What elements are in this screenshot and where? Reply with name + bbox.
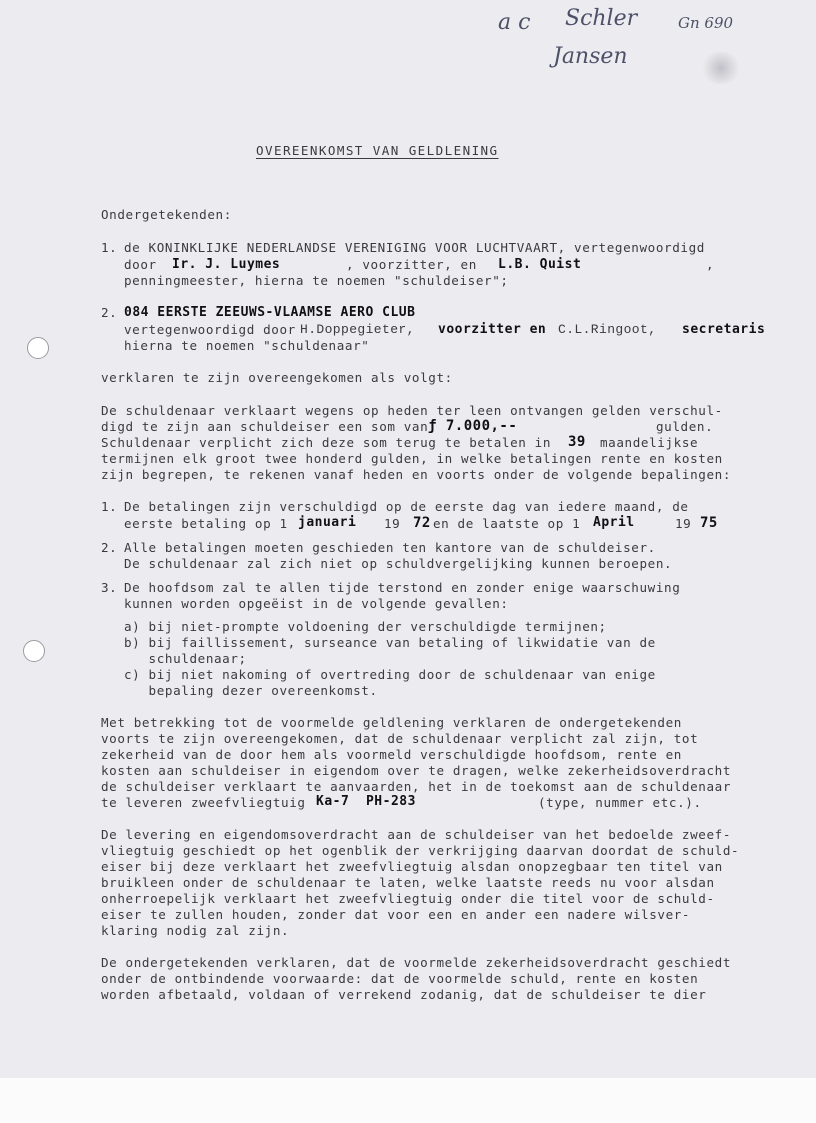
provision1-century-2: 19 bbox=[675, 516, 692, 531]
punch-hole-lower bbox=[23, 640, 45, 662]
document-title: OVEREENKOMST VAN GELDLENING bbox=[256, 143, 499, 158]
party1-chair-role: , voorzitter, en bbox=[346, 257, 477, 272]
paragraph1-gulden: gulden. bbox=[656, 419, 714, 434]
provision2-number: 2. bbox=[101, 540, 118, 555]
paragraph2-line2: voorts te zijn overeengekomen, dat de schuldenaar verplicht zal zijn, tot bbox=[101, 731, 699, 746]
provision3-line1: De hoofdsom zal te allen tijde terstond en zonder enige waarschuwing bbox=[124, 580, 681, 595]
handwritten-name-2: Jansen bbox=[553, 44, 628, 69]
paragraph3-line2: vliegtuig geschiedt op het ogenblik der verkrijging daarvan doordat de schuld- bbox=[101, 843, 740, 858]
loan-amount: ƒ 7.000,-- bbox=[428, 418, 518, 434]
provision1-line1: De betalingen zijn verschuldigd op de eerste dag van iedere maand, de bbox=[124, 499, 689, 514]
handwritten-initials: a c bbox=[498, 10, 531, 35]
paragraph2-line1: Met betrekking tot de voormelde geldlening verklaren de ondergetekenden bbox=[101, 715, 682, 730]
party2-chair-name: H.Doppegieter, bbox=[300, 322, 415, 337]
provision3-number: 3. bbox=[101, 580, 118, 595]
provision3-item-b: b) bij faillissement, surseance van betaling of likwidatie van de bbox=[124, 635, 656, 650]
paragraph1-line1: De schuldenaar verklaart wegens op heden ter leen ontvangen gelden verschul- bbox=[101, 403, 723, 418]
first-payment-year: 72 bbox=[413, 515, 431, 531]
paragraph1-line2: digd te zijn aan schuldeiser een som van bbox=[101, 419, 429, 434]
provision3-item-a: a) bij niet-prompte voldoening der verschuldigde termijnen; bbox=[124, 619, 607, 634]
party1-comma: , bbox=[706, 257, 715, 272]
paragraph3-line5: onherroepelijk verklaart het zweefvliegtuig onder die titel voor de schuld- bbox=[101, 891, 715, 906]
agreement-intro: verklaren te zijn overeengekomen als volgt: bbox=[101, 370, 453, 385]
party1-number: 1. bbox=[101, 240, 118, 255]
paragraph2-type-note: (type, nummer etc.). bbox=[538, 795, 702, 810]
party2-secretary-role: secretaris bbox=[682, 322, 766, 337]
provision1-number: 1. bbox=[101, 499, 118, 514]
party2-represented-by: vertegenwoordigd door bbox=[124, 322, 296, 337]
punch-hole-upper bbox=[27, 337, 49, 359]
signatories-label: Ondergetekenden: bbox=[101, 207, 232, 222]
provision1-first-payment: eerste betaling op 1 bbox=[124, 516, 288, 531]
party1-line1: de KONINKLIJKE NEDERLANDSE VERENIGING VOOR LUCHTVAART, vertegenwoordigd bbox=[124, 240, 705, 255]
paragraph3-line1: De levering en eigendomsoverdracht aan de schuldeiser van het bedoelde zweef- bbox=[101, 827, 732, 842]
paragraph4-line1: De ondergetekenden verklaren, dat de voormelde zekerheidsoverdracht geschiedt bbox=[101, 955, 732, 970]
provision3-item-c-cont: bepaling dezer overeenkomst. bbox=[124, 683, 378, 698]
paragraph3-line4: bruikleen onder de schuldenaar te laten, welke laatste reeds nu voor alsdan bbox=[101, 875, 715, 890]
paragraph3-line7: klaring nodig zal zijn. bbox=[101, 923, 290, 938]
paragraph4-line2: onder de ontbindende voorwaarde: dat de voormelde schuld, rente en kosten bbox=[101, 971, 699, 986]
scan-background bbox=[0, 1078, 816, 1123]
provision3-item-c: c) bij niet nakoming of overtreding door de schuldenaar van enige bbox=[124, 667, 656, 682]
party2-line3: hierna te noemen "schuldenaar" bbox=[124, 338, 370, 353]
provision1-last-payment: en de laatste op 1 bbox=[433, 516, 581, 531]
paragraph1-maandelijkse: maandelijkse bbox=[600, 435, 699, 450]
paragraph2-line6: te leveren zweefvliegtuig bbox=[101, 795, 306, 810]
provision3-item-b-cont: schuldenaar; bbox=[124, 651, 247, 666]
provision1-century-1: 19 bbox=[384, 516, 401, 531]
party2-chair-role: voorzitter en bbox=[438, 322, 547, 337]
party1-door: door bbox=[124, 257, 157, 272]
party2-secretary-name: C.L.Ringoot, bbox=[558, 322, 657, 337]
paragraph3-line6: eiser te zullen houden, zonder dat voor een en ander een nadere wilsver- bbox=[101, 907, 691, 922]
ink-smudge bbox=[700, 52, 742, 84]
party2-club-name: 084 EERSTE ZEEUWS-VLAAMSE AERO CLUB bbox=[124, 305, 416, 320]
paragraph4-line3: worden afbetaald, voldaan of verrekend zodanig, dat de schuldeiser te dier bbox=[101, 987, 707, 1002]
paragraph1-line4: termijnen elk groot twee honderd gulden, in welke betalingen rente en kosten bbox=[101, 451, 723, 466]
last-payment-year: 75 bbox=[700, 515, 718, 531]
provision3-line2: kunnen worden opgeëist in de volgende gevallen: bbox=[124, 596, 509, 611]
paragraph1-line3: Schuldenaar verplicht zich deze som terug te betalen in bbox=[101, 435, 552, 450]
party1-line3: penningmeester, hierna te noemen "schuldeiser"; bbox=[124, 273, 509, 288]
paragraph3-line3: eiser bij deze verklaart het zweefvliegtuig alsdan onopzegbaar ten titel van bbox=[101, 859, 723, 874]
installment-count: 39 bbox=[568, 434, 586, 450]
paragraph2-line4: kosten aan schuldeiser in eigendom over te dragen, welke zekerheidsoverdracht bbox=[101, 763, 732, 778]
handwritten-reference: Gn 690 bbox=[678, 14, 734, 32]
party2-number: 2. bbox=[101, 305, 118, 320]
paragraph1-line5: zijn begrepen, te rekenen vanaf heden en voorts onder de volgende bepalingen: bbox=[101, 467, 732, 482]
handwritten-name-1: Schler bbox=[565, 6, 638, 31]
provision2-line2: De schuldenaar zal zich niet op schuldvergelijking kunnen beroepen. bbox=[124, 556, 673, 571]
party1-treasurer-name: L.B. Quist bbox=[498, 257, 582, 272]
paragraph2-line3: zekerheid van de door hem als voormeld verschuldigde hoofdsom, rente en bbox=[101, 747, 682, 762]
provision2-line1: Alle betalingen moeten geschieden ten kantore van de schuldeiser. bbox=[124, 540, 656, 555]
glider-identification: Ka-7 PH-283 bbox=[316, 794, 416, 809]
last-payment-month: April bbox=[593, 515, 635, 530]
first-payment-month: januari bbox=[298, 515, 357, 530]
paragraph2-line5: de schuldeiser verklaart te aanvaarden, het in de toekomst aan de schuldenaar bbox=[101, 779, 732, 794]
party1-chair-name: Ir. J. Luymes bbox=[172, 257, 281, 272]
